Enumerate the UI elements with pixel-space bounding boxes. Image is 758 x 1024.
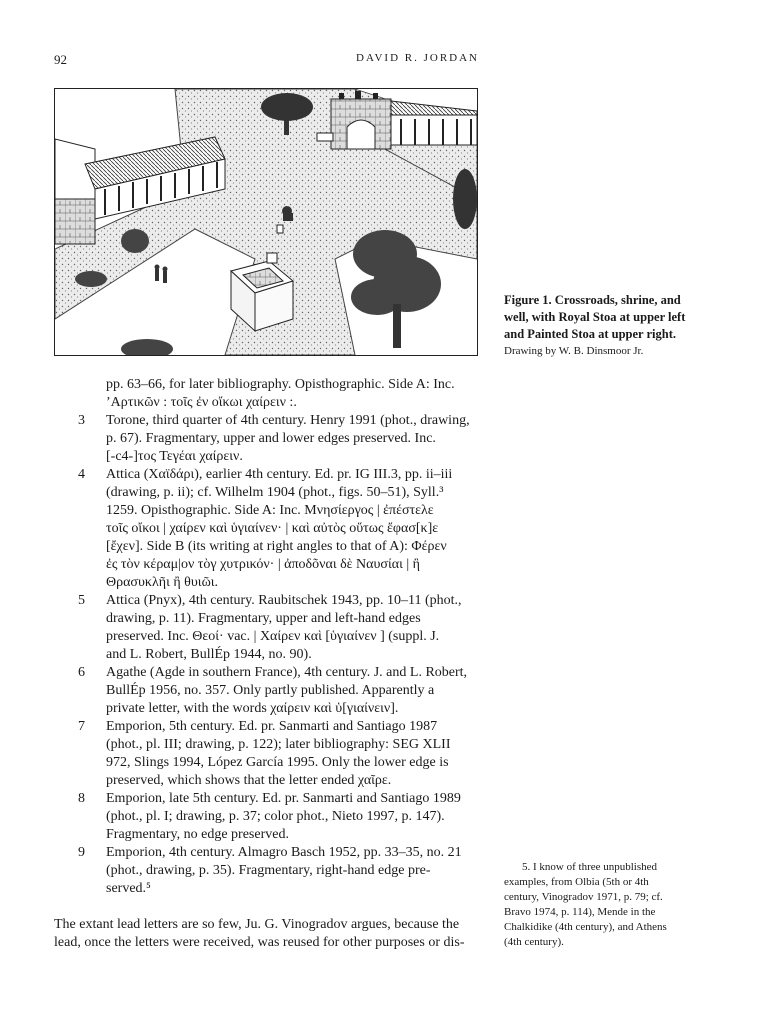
text-line: (phot., pl. I; drawing, p. 37; color phot., Nieto 1997, p. 147). [106, 809, 445, 824]
text-line: Emporion, 4th century. Almagro Basch 1952, pp. 33–35, no. 21 [106, 845, 462, 860]
footnote-line: 5. I know of three unpublished [522, 861, 658, 873]
text-line: served.⁵ [106, 881, 151, 896]
text-line: Torone, third quarter of 4th century. Henry 1991 (phot., drawing, [106, 413, 470, 428]
running-head-author: DAVID R. JORDAN [356, 52, 480, 64]
figure-caption [504, 292, 704, 360]
text-line: private letter, with the words χαίρειν καὶ ὑ[γιαίνειν]. [106, 701, 399, 716]
entry-number: 6 [78, 665, 85, 680]
caption-line: well, with Royal Stoa at upper left [504, 310, 686, 324]
footnote-line: Chalkidike (4th century), and Athens [504, 921, 667, 933]
text-line: p. 67). Fragmentary, upper and lower edges preserved. Inc. [106, 431, 436, 446]
text-line: [-c4-]τος Τεγέαι χαίρειν. [106, 449, 243, 464]
body-paragraph [54, 916, 484, 952]
entry-number: 8 [78, 791, 85, 806]
footnote-line: (4th century). [504, 936, 564, 948]
text-line: and L. Robert, BullÉp 1944, no. 90). [106, 647, 312, 662]
catalogue-entries [76, 376, 476, 898]
entry-8 [76, 790, 476, 844]
text-line: (phot., drawing, p. 35). Fragmentary, right-hand edge pre- [106, 863, 431, 878]
text-line: Attica (Pnyx), 4th century. Raubitschek 1943, pp. 10–11 (phot., [106, 593, 462, 608]
caption-line: and Painted Stoa at upper right. [504, 327, 677, 341]
footnote-line: examples, from Olbia (5th or 4th [504, 876, 649, 888]
text-line: preserved. Inc. Θεοί· vac. | Χαίρεν καὶ [ὑγιαίνεν ] (suppl. J. [106, 629, 440, 644]
entry-number: 3 [78, 413, 85, 428]
entry-number: 4 [78, 467, 85, 482]
painted-stoa [331, 91, 477, 149]
text-line: lead, once the letters were received, was reused for other purposes or dis- [54, 935, 465, 950]
entry-continuation [76, 376, 476, 412]
text-line: The extant lead letters are so few, Ju. G. Vinogradov argues, because the [54, 917, 460, 932]
text-line: BullÉp 1956, no. 357. Only partly published. Apparently a [106, 683, 435, 698]
text-line: Emporion, 5th century. Ed. pr. Sanmarti and Santiago 1987 [106, 719, 438, 734]
text-line: Emporion, late 5th century. Ed. pr. Sanmarti and Santiago 1989 [106, 791, 461, 806]
entry-7 [76, 718, 476, 790]
text-line: drawing, p. 11). Fragmentary, upper and left-hand edges [106, 611, 421, 626]
text-line: τοῖς οἴκοι | χαίρεν καὶ ὑγιαίνεν· | καὶ αὐτὸς οὕτως ἔφασ[κ]ε [106, 521, 439, 536]
text-line: Agathe (Agde in southern France), 4th century. J. and L. Robert, [106, 665, 468, 680]
text-line: Θρασυκλῆι ἢ θυιῶι. [106, 575, 219, 590]
entry-4 [76, 466, 476, 592]
footnote-line: Bravo 1974, p. 114), Mende in the [504, 906, 656, 918]
figure-crossroads-drawing [54, 88, 478, 356]
text-line: 972, Slings 1994, López García 1995. Only the lower edge is [106, 755, 449, 770]
footnote-5 [504, 860, 714, 950]
page-number: 92 [54, 52, 67, 67]
entry-3 [76, 412, 476, 466]
entry-number: 9 [78, 845, 85, 860]
text-line: (phot., pl. III; drawing, p. 122); later bibliography: SEG XLII [106, 737, 451, 752]
caption-credit: Drawing by W. B. Dinsmoor Jr. [504, 345, 644, 357]
text-line: (drawing, p. ii); cf. Wilhelm 1904 (phot., figs. 50–51), Syll.³ [106, 485, 444, 500]
footnote-line: century, Vinogradov 1971, p. 79; cf. [504, 891, 663, 903]
text-line: ’Αρτικῶν : τοῖς ἐν οἴκωι χαίρειν :. [106, 395, 297, 410]
entry-6 [76, 664, 476, 718]
text-line: [ἔχεν]. Side B (its writing at right angles to that of A): Φέρεν [106, 539, 447, 554]
text-line: Fragmentary, no edge preserved. [106, 827, 289, 842]
text-line: 1259. Opisthographic. Side A: Inc. Μνησίεργος | ἐπέστελε [106, 503, 434, 518]
text-line: preserved, which shows that the letter ended χαῖρε. [106, 773, 392, 788]
text-line: Attica (Χαϊδάρι), earlier 4th century. Ed. pr. IG III.3, pp. ii–iii [106, 467, 453, 482]
entry-5 [76, 592, 476, 664]
text-line: ἐς τὸν κέραμ|ον τὸγ χυτρικόν· | ἀποδõναι δὲ Ναυσίαι | ἢ [106, 557, 420, 572]
entry-9 [76, 844, 476, 898]
text-line: pp. 63–66, for later bibliography. Opisthographic. Side A: Inc. [106, 377, 455, 392]
caption-line: Figure 1. Crossroads, shrine, and [504, 293, 681, 307]
entry-number: 7 [78, 719, 85, 734]
entry-number: 5 [78, 593, 85, 608]
